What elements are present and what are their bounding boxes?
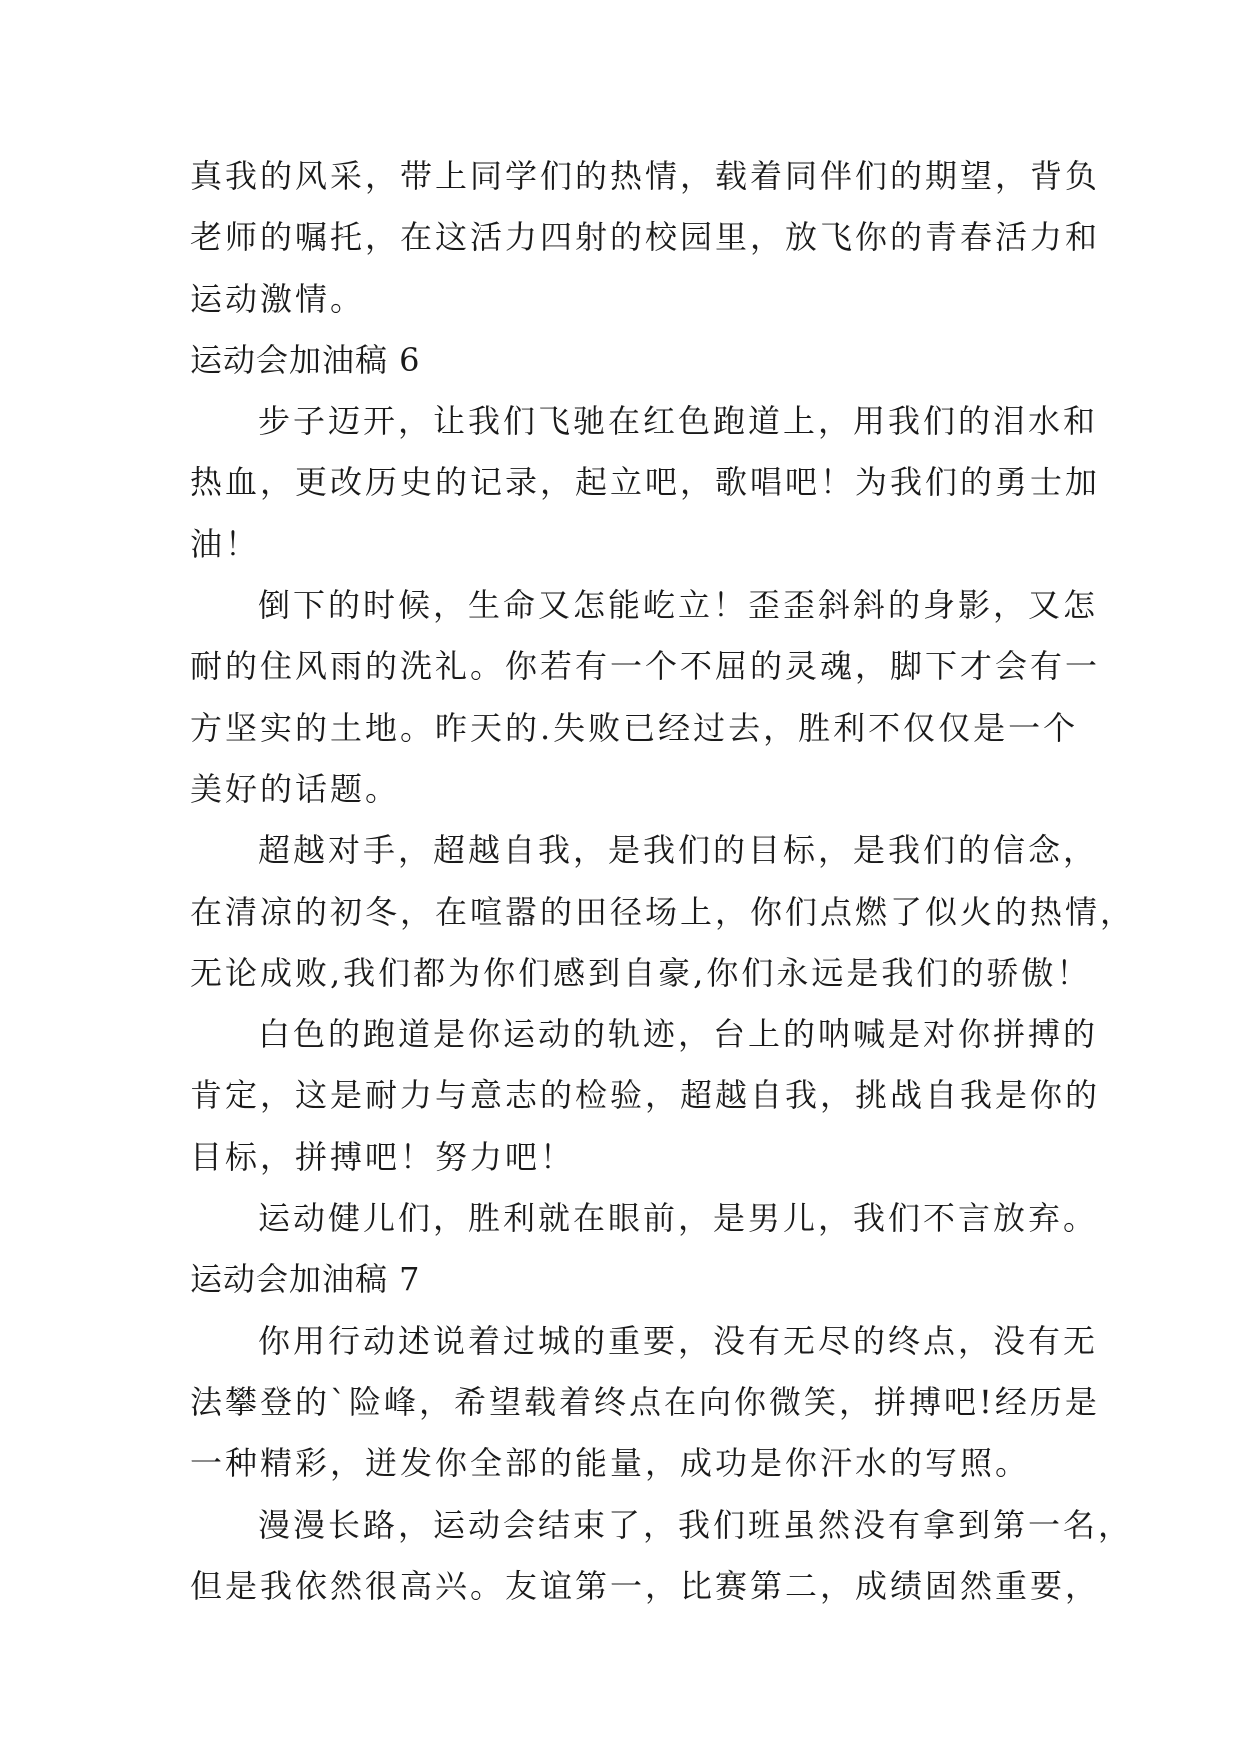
text-line: 在清凉的初冬，在喧嚣的田径场上，你们点燃了似火的热情， <box>190 892 1136 931</box>
section-heading: 运动会加油稿 7 <box>190 1260 421 1299</box>
text-line: 运动激情。 <box>190 279 366 318</box>
paragraph-first-line: 步子迈开，让我们飞驰在红色跑道上，用我们的泪水和 <box>258 402 1099 441</box>
text-line: 一种精彩，迸发你全部的能量，成功是你汗水的写照。 <box>190 1444 1031 1483</box>
text-line: 无论成败,我们都为你们感到自豪,你们永远是我们的骄傲！ <box>190 953 1092 992</box>
text-line: 耐的住风雨的洗礼。你若有一个不屈的灵魂，脚下才会有一 <box>190 647 1101 686</box>
paragraph-first-line: 倒下的时候，生命又怎能屹立！歪歪斜斜的身影，又怎 <box>258 586 1099 625</box>
text-line: 真我的风采，带上同学们的热情，载着同伴们的期望，背负 <box>190 157 1101 195</box>
paragraph-first-line: 运动健儿们，胜利就在眼前，是男儿，我们不言放弃。 <box>258 1199 1099 1238</box>
paragraph-first-line: 漫漫长路，运动会结束了，我们班虽然没有拿到第一名， <box>258 1505 1134 1544</box>
text-line: 目标，拼搏吧！努力吧！ <box>190 1137 576 1176</box>
paragraph-first-line: 超越对手，超越自我，是我们的目标，是我们的信念， <box>258 831 1099 870</box>
text-line: 美好的话题。 <box>190 769 401 808</box>
text-line: 法攀登的`险峰，希望载着终点在向你微笑，拼搏吧!经历是 <box>190 1382 1100 1421</box>
section-heading: 运动会加油稿 6 <box>190 340 421 379</box>
paragraph-first-line: 白色的跑道是你运动的轨迹，台上的呐喊是对你拼搏的 <box>258 1015 1099 1054</box>
text-line: 热血，更改历史的记录，起立吧，歌唱吧！为我们的勇士加 <box>190 463 1101 502</box>
text-line: 肯定，这是耐力与意志的检验，超越自我，挑战自我是你的 <box>190 1076 1101 1115</box>
document-body <box>190 146 1136 1617</box>
text-line: 但是我依然很高兴。友谊第一，比赛第二，成绩固然重要， <box>190 1566 1101 1605</box>
text-line: 油！ <box>190 524 261 563</box>
paragraph-first-line: 你用行动述说着过城的重要，没有无尽的终点，没有无 <box>258 1321 1099 1360</box>
text-line: 老师的嘱托，在这活力四射的校园里，放飞你的青春活力和 <box>190 218 1101 257</box>
text-line: 方坚实的土地。昨天的.失败已经过去，胜利不仅仅是一个 <box>190 708 1079 747</box>
